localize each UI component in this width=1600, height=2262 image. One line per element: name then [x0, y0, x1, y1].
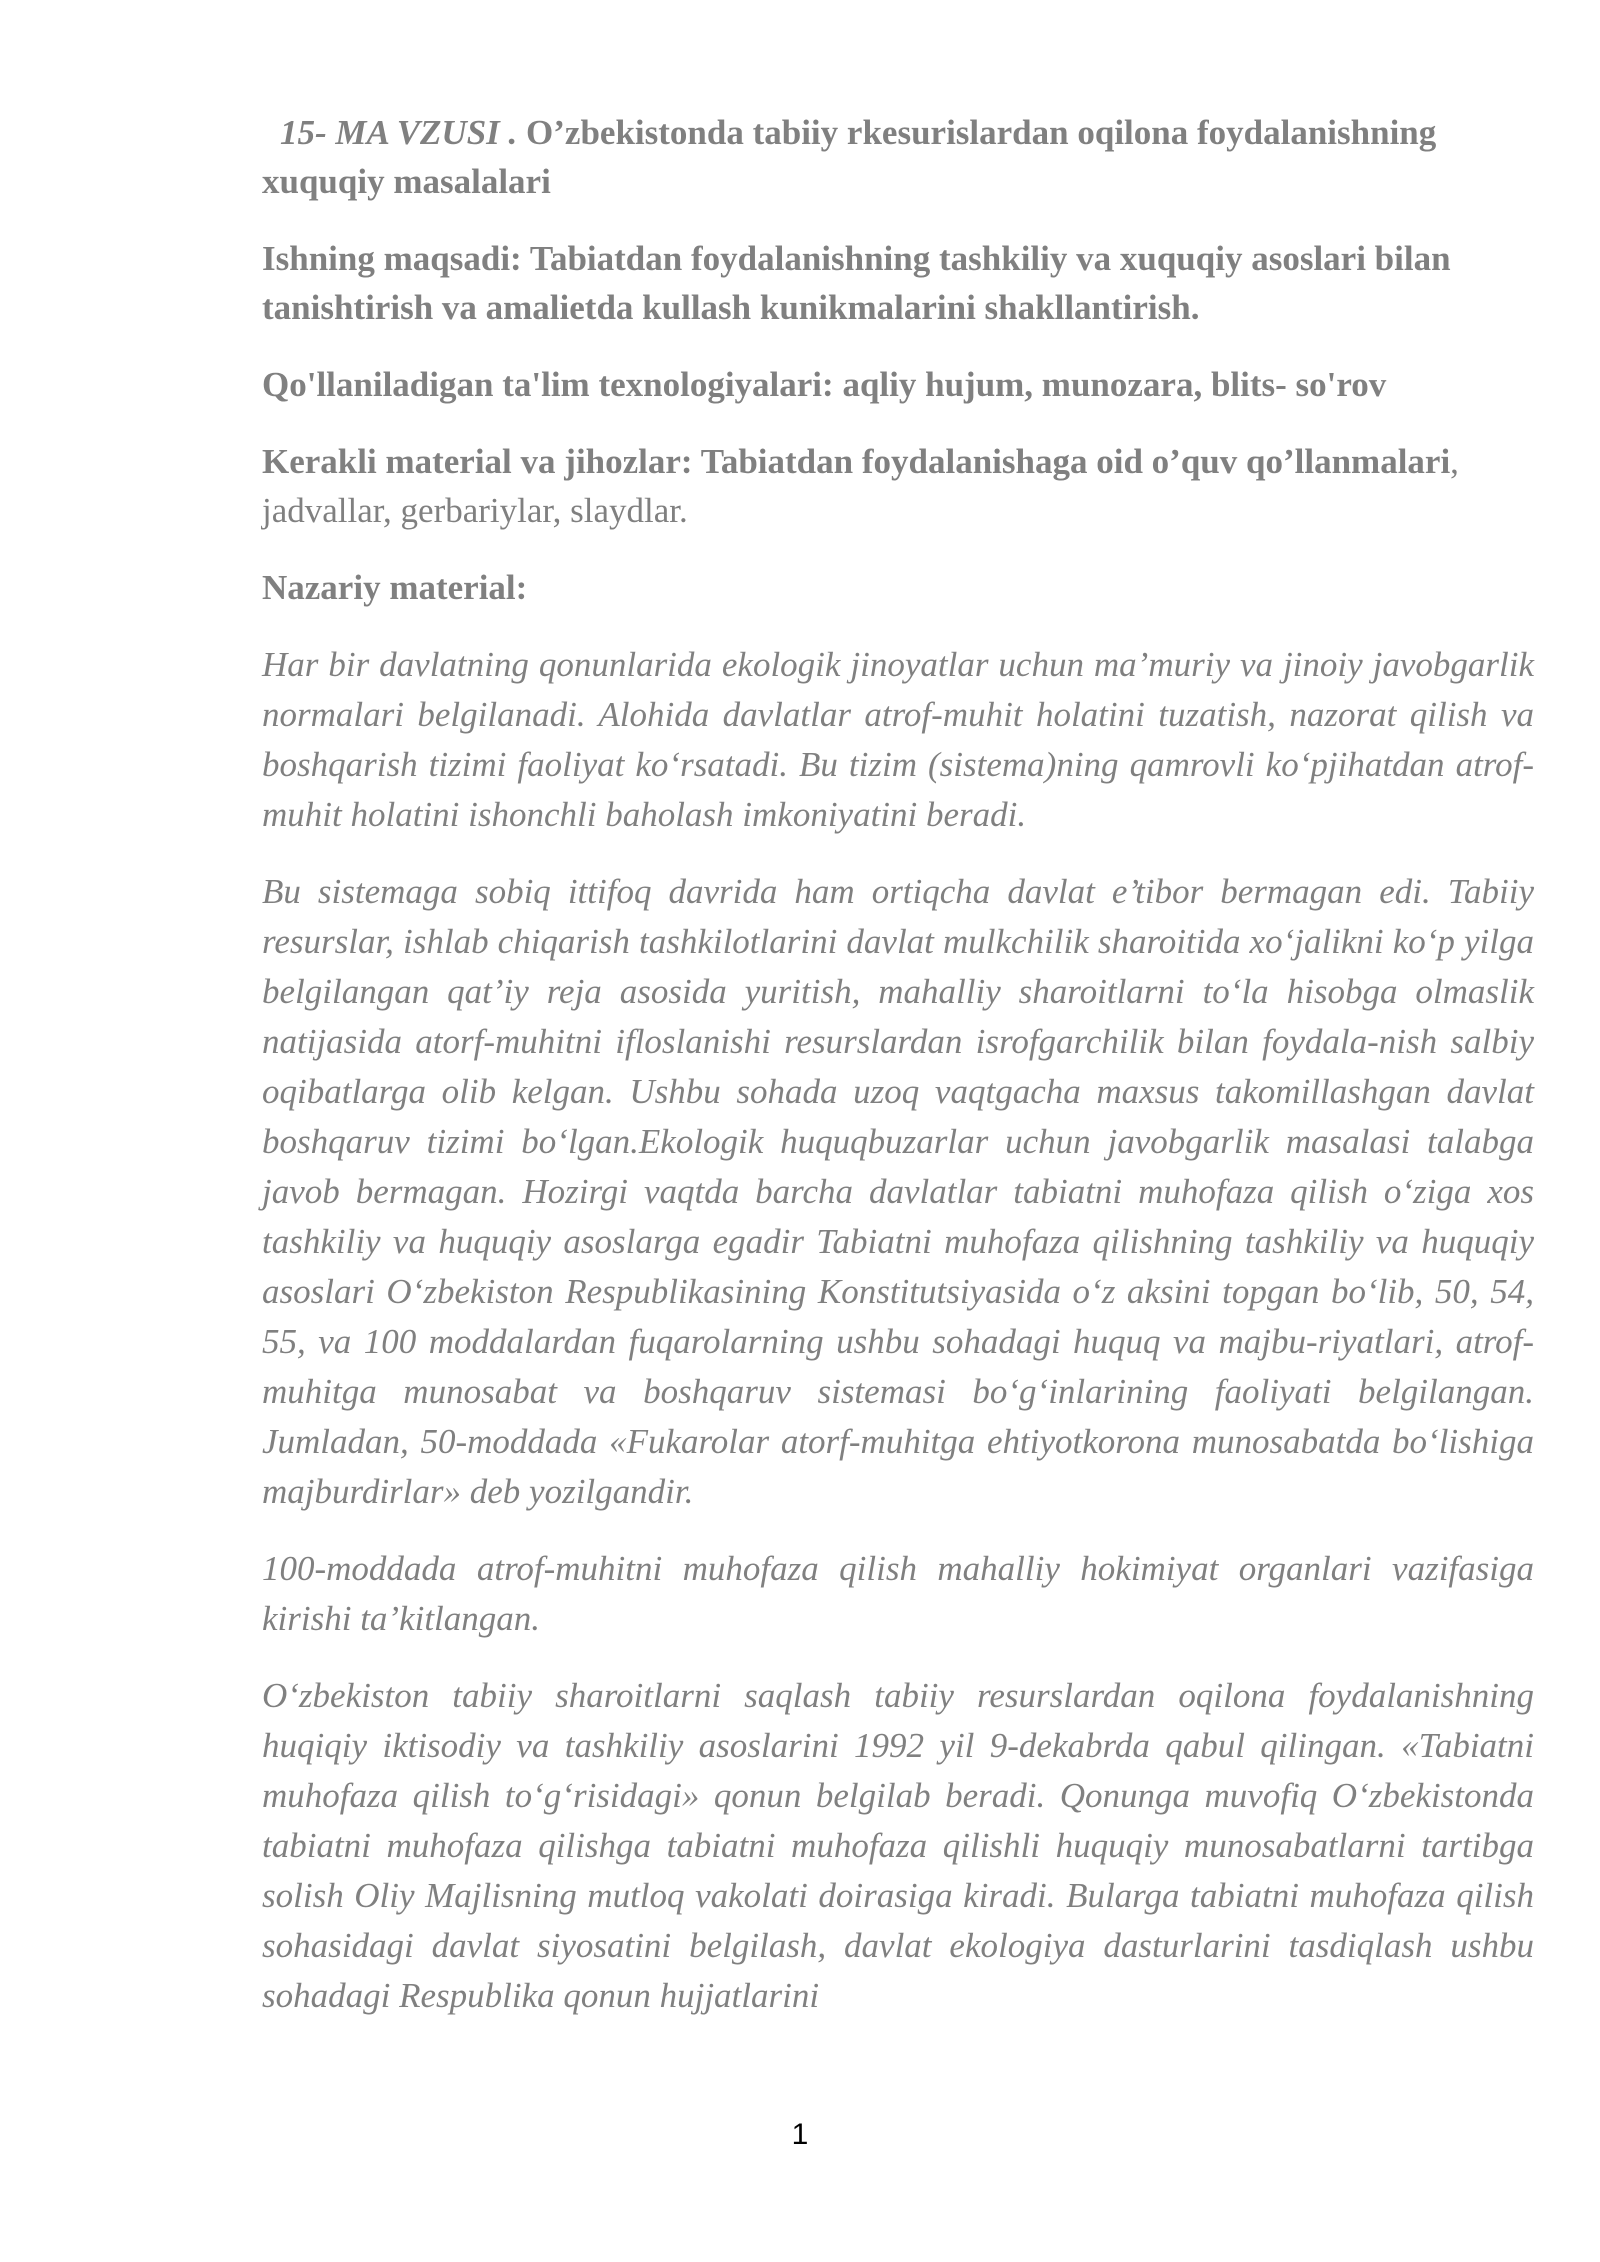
page-number: 1	[791, 2118, 809, 2151]
materials-bold-text: Kerakli material va jihozlar: Tabiatdan foydalanishaga oid o’quv qo’llanmalari	[262, 442, 1451, 481]
document-page	[262, 108, 1534, 2048]
body-paragraph-3: 100-moddada atrof-muhitni muhofaza qilish mahalliy hokimiyat organlari vazifasiga kirishi ta’kitlangan.	[262, 1549, 1534, 1638]
document-title	[262, 108, 1534, 206]
materials-rest-text: , jadvallar, gerbariylar, slaydlar.	[262, 442, 1459, 530]
materials-paragraph	[262, 437, 1534, 535]
theory-heading: Nazariy material:	[262, 568, 528, 607]
title-number: 15- MA VZUSI .	[280, 113, 518, 152]
technologies-paragraph: Qo'llaniladigan ta'lim texnologiyalari: aqliy hujum, munozara, blits- so'rov	[262, 365, 1387, 404]
body-paragraph-2: Bu sistemaga sobiq ittifoq davrida ham ortiqcha davlat e’tibor bermagan edi. Tabiiy resurslar, ishlab chiqarish tashkilotlarini davlat mulkchilik sharoitida xo‘jalikni ko‘p yilga belgilangan qat’iy reja asosida yuritish, mahalliy sharoitlarni to‘la hisobga olmaslik natijasida atorf-muhitni ifloslanishi resurslardan isrofgarchilik bilan foydala-nish salbiy oqibatlarga olib kelgan. Ushbu sohada uzoq vaqtgacha maxsus takomillashgan davlat boshqaruv tizimi bo‘lgan.Ekologik huquqbuzarlar uchun javobgarlik masalasi talabga javob bermagan. Hozirgi vaqtda barcha davlatlar tabiatni muhofaza qilish o‘ziga xos tashkiliy va huquqiy asoslarga egadir Tabiatni muhofaza qilishning tashkiliy va huquqiy asoslari O‘zbekiston Respublikasining Konstitutsiyasida o‘z aksini topgan bo‘lib, 50, 54, 55, va 100 moddalardan fuqarolarning ushbu sohadagi huquq va majbu-riyatlari, atrof- muhitga munosabat va boshqaruv sistemasi bo‘g‘inlarining faoliyati belgilangan. Jumladan, 50-moddada «Fukarolar atorf-muhitga ehtiyotkorona munosabatda bo‘lishiga majburdirlar» deb yozilgandir.	[262, 872, 1534, 1511]
title-text: O’zbekistonda tabiiy rkesurislardan oqilona foydalanishning xuquqiy masalalari	[262, 113, 1437, 201]
purpose-paragraph: Ishning maqsadi: Tabiatdan foydalanishning tashkiliy va xuquqiy asoslari bilan tanishtirish va amalietda kullash kunikmalarini shakllantirish.	[262, 239, 1451, 327]
body-paragraph-4: O‘zbekiston tabiiy sharoitlarni saqlash tabiiy resurslardan oqilona foydalanishning huqiqiy iktisodiy va tashkiliy asoslarini 1992 yil 9-dekabrda qabul qilingan. «Tabiatni muhofaza qilish to‘g‘risidagi» qonun belgilab beradi. Qonunga muvofiq O‘zbekistonda tabiatni muhofaza qilishga tabiatni muhofaza qilishli huquqiy munosabatlarni tartibga solish Oliy Majlisning mutloq vakolati doirasiga kiradi. Bularga tabiatni muhofaza qilish sohasidagi davlat siyosatini belgilash, davlat ekologiya dasturlarini tasdiqlash ushbu sohadagi Respublika qonun hujjatlarini	[262, 1676, 1534, 2015]
body-paragraph-1: Har bir davlatning qonunlarida ekologik jinoyatlar uchun ma’muriy va jinoiy javobgarlik normalari belgilanadi. Alohida davlatlar atrof-muhit holatini tuzatish, nazorat qilish va boshqarish tizimi faoliyat ko‘rsatadi. Bu tizim (sistema)ning qamrovli ko‘pjihatdan atrof-muhit holatini ishonchli baholash imkoniyatini beradi.	[262, 645, 1534, 834]
